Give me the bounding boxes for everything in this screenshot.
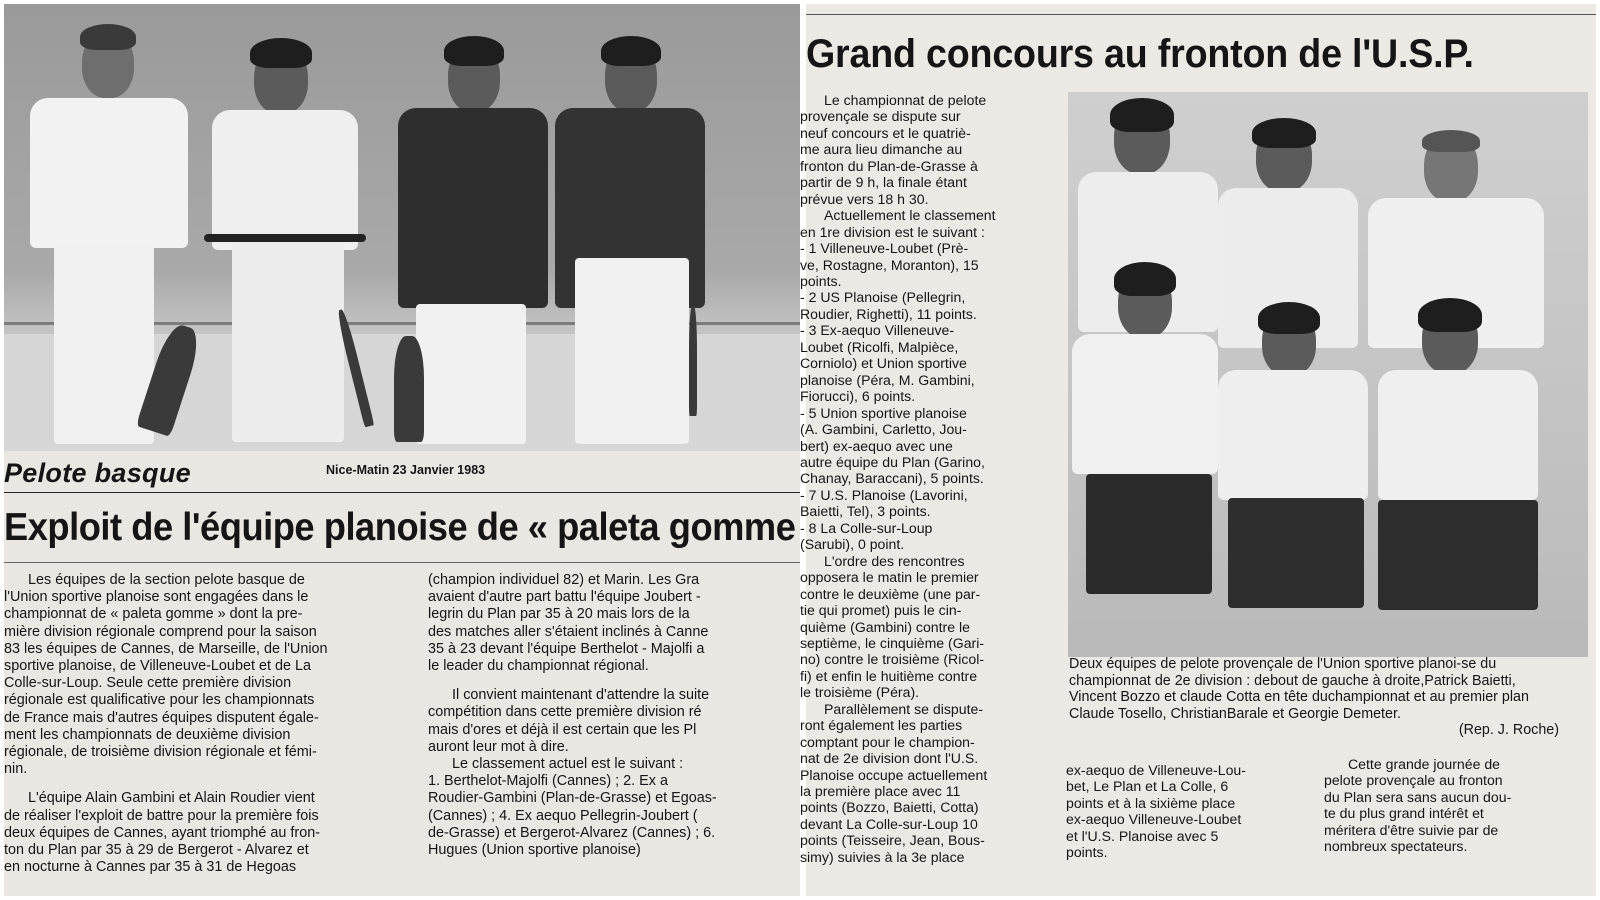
text-line: septième, le cinquième (Gari- [800, 634, 985, 651]
text-line: Les équipes de la section pelote basque de [28, 572, 305, 588]
text-line: (A. Gambini, Carletto, Jou- [800, 421, 967, 438]
text-line: auront leur mot à dire. [428, 738, 569, 755]
photo-caption [1069, 656, 1559, 739]
text-line: Fiorucci), 6 points. [800, 388, 916, 405]
text-line: Roudier-Gambini (Plan-de-Grasse) et Egoas- [428, 790, 717, 807]
crouching-player-2 [1218, 308, 1374, 618]
text-line: Le championnat de pelote [824, 92, 987, 108]
text-line: simy) suivies à la 3e place [800, 848, 965, 865]
player-4 [549, 36, 719, 448]
right-article-column-2 [1066, 762, 1302, 861]
text-line: contre le deuxième (une par- [800, 585, 981, 602]
headline-right: Grand concours au fronton de l'U.S.P. [806, 32, 1474, 76]
crouching-player-3 [1368, 304, 1548, 624]
text-line: mais d'ores et déjà il est certain que les Pl [428, 721, 697, 738]
text-line: planoise (Péra, M. Gambini, [800, 371, 975, 388]
text-line: ton du Plan par 35 à 29 de Bergerot - Alvarez et [4, 842, 309, 859]
text-line: - 8 La Colle-sur-Loup [800, 519, 933, 536]
text-line: Cette grande journée de [1348, 756, 1501, 772]
text-line: sportive planoise, de Villeneuve-Loubet et de La [4, 658, 311, 675]
text-line: Hugues (Union sportive planoise) [428, 842, 641, 859]
text-line: pelote provençale au fronton [1324, 772, 1503, 789]
text-line: Loubet (Ricolfi, Malpièce, [800, 338, 959, 355]
text-line: deux équipes de Cannes, ayant triomphé au fron- [4, 824, 320, 841]
text-line: méritera d'être suivie par de [1324, 821, 1499, 838]
text-line: Il convient maintenant d'attendre la suite [452, 687, 710, 704]
text-line: - 1 Villeneuve-Loubet (Prè- [800, 240, 969, 257]
text-line: autre équipe du Plan (Garino, [800, 453, 985, 470]
text-line: le troisième (Péra). [800, 684, 920, 701]
right-clipping [800, 4, 1596, 896]
text-line: ex-aequo Villeneuve-Loubet [1066, 811, 1242, 828]
text-line: championnat de « paleta gomme » dont la pre- [4, 606, 303, 623]
text-line: - 7 U.S. Planoise (Lavorini, [800, 486, 968, 503]
text-line: ve, Rostagne, Moranton), 15 [800, 256, 979, 273]
text-line: - 2 US Planoise (Pellegrin, [800, 289, 966, 306]
text-line: Barale et Georgie Demeter. [1226, 705, 1401, 722]
text-line: de réaliser l'exploit de battre pour la première fois [4, 807, 319, 824]
text-line: tie qui promet) puis le cin- [800, 602, 962, 619]
text-line: L'ordre des rencontres [824, 552, 965, 569]
text-line: opposera le matin le premier [800, 569, 979, 586]
text-line: Chanay, Baraccani), 5 points. [800, 470, 984, 487]
text-line: ex-aequo de Villeneuve-Lou- [1066, 762, 1246, 778]
text-line: Planoise occupe actuellement [800, 766, 988, 783]
text-line: 1. Berthelot-Majolfi (Cannes) ; 2. Ex a [428, 773, 668, 790]
text-line: Patrick Baietti, Vincent Bozzo et claude Cotta en tête du [1069, 672, 1516, 706]
text-line: la première place avec 11 [800, 783, 961, 800]
left-clipping [4, 4, 800, 896]
text-line: le leader du championnat régional. [428, 658, 649, 675]
text-line: points. [800, 272, 842, 289]
left-article-column-2 [428, 572, 800, 859]
dateline: Nice-Matin 23 Janvier 1983 [326, 463, 486, 477]
text-line: en nocturne à Cannes par 35 à 31 de Hegoas [4, 859, 297, 876]
text-line: (champion individuel 82) et Marin. Les Gra [428, 572, 700, 588]
text-line: - 3 Ex-aequo Villeneuve- [800, 322, 955, 339]
text-line: legrin du Plan par 35 à 20 mais lors de la [428, 606, 690, 623]
text-line: partir de 9 h, la finale étant [800, 174, 967, 191]
text-line: Baietti, Tel), 3 points. [800, 503, 931, 520]
headline-rule [4, 562, 800, 563]
text-line: fi) et enfin le huitième contre [800, 667, 978, 684]
text-line: Roudier, Righetti), 11 points. [800, 305, 977, 322]
text-line: L'équipe Alain Gambini et Alain Roudier vient [28, 790, 315, 807]
text-line: Le classement actuel est le suivant : [452, 756, 684, 773]
text-line: bet, Le Plan et La Colle, 6 [1066, 778, 1229, 795]
text-line: no) contre le troisième (Ricol- [800, 651, 985, 668]
text-line: quième (Gambini) contre le [800, 618, 970, 635]
text-line: compétition dans cette première division ré [428, 704, 702, 721]
text-line: - 5 Union sportive planoise [800, 404, 967, 421]
text-line: se du championnat de 2e division : debout de gauche à droite, [1069, 656, 1497, 689]
text-line: fronton du Plan-de-Grasse à [800, 157, 978, 174]
player-3 [394, 36, 554, 448]
text-line: me aura lieu dimanche au [800, 141, 963, 158]
headline-left: Exploit de l'équipe planoise de « paleta gomme [4, 506, 796, 549]
text-line: prévue vers 18 h 30. [800, 190, 929, 207]
text-line: points. [1066, 844, 1108, 861]
text-line: mière division régionale comprend pour la saison [4, 623, 317, 640]
text-line: (Sarubi), 0 point. [800, 536, 905, 553]
text-line: nin. [4, 761, 28, 778]
text-line: championnat et au premier plan Claude Tosello, Christian [1069, 689, 1529, 722]
team-photo-pelote-basque [4, 4, 800, 451]
text-line: comptant pour le champion- [800, 733, 975, 750]
text-line: nombreux spectateurs. [1324, 838, 1468, 855]
section-label: Pelote basque [4, 458, 191, 488]
text-line: neuf concours et le quatriè- [800, 124, 971, 141]
text-line: du Plan sera sans aucun dou- [1324, 788, 1512, 805]
text-line: (Cannes) ; 4. Ex aequo Pellegrin-Joubert ( [428, 807, 698, 824]
text-line: bert) ex-aequo avec une [800, 437, 953, 454]
text-line: ment les championnats de deuxième division [4, 726, 291, 743]
text-line: Deux équipes de pelote provençale de l'Union sportive planoi- [1069, 656, 1462, 672]
text-line: de France mais d'autres équipes disputent égale- [4, 709, 319, 726]
text-line: l'Union sportive planoise sont engagées dans le [4, 589, 309, 606]
text-line: points et à la sixième place [1066, 794, 1236, 811]
right-article-column-1 [800, 92, 1036, 865]
photo-credit: (Rep. J. Roche) [1458, 722, 1559, 739]
text-line: points (Bozzo, Baietti, Cotta) [800, 799, 979, 816]
text-line: ront également les parties [800, 717, 963, 734]
text-line: et l'U.S. Planoise avec 5 [1066, 827, 1219, 844]
text-line: 35 à 23 devant l'équipe Berthelot - Majolfi a [428, 640, 705, 657]
player-2 [204, 38, 374, 448]
team-photo-pelote-provencale [1068, 92, 1588, 657]
text-line: Parallèlement se dispute- [824, 700, 984, 717]
text-line: te du plus grand intérêt et [1324, 805, 1484, 822]
text-line: Colle-sur-Loup. Seule cette première division [4, 675, 292, 692]
text-line: régionale, de troisième division régionale et fémi- [4, 744, 317, 761]
text-line: 83 les équipes de Cannes, de Marseille, de l'Union [4, 640, 328, 657]
header-rule [4, 492, 800, 493]
text-line: points (Teisseire, Jean, Bous- [800, 832, 985, 849]
text-line: régionale est qualificative pour les championnats [4, 692, 315, 709]
text-line: Corniolo) et Union sportive [800, 355, 967, 372]
text-line: Actuellement le classement [824, 207, 996, 224]
text-line: provençale se dispute sur [800, 108, 961, 125]
text-line: devant La Colle-sur-Loup 10 [800, 815, 978, 832]
right-article-column-3 [1324, 756, 1560, 855]
top-rule [806, 14, 1596, 15]
text-line: de-Grasse) et Bergerot-Alvarez (Cannes) ; 6. [428, 824, 716, 841]
text-line: avaient d'autre part battu l'équipe Joubert - [428, 589, 701, 606]
left-article-column-1 [4, 572, 408, 876]
text-line: des matches aller s'étaient inclinés à Canne [428, 623, 709, 640]
crouching-player-1 [1072, 268, 1222, 608]
text-line: nat de 2e division dont l'U.S. [800, 750, 979, 767]
text-line: en 1re division est le suivant : [800, 223, 985, 240]
player-1 [24, 24, 194, 444]
